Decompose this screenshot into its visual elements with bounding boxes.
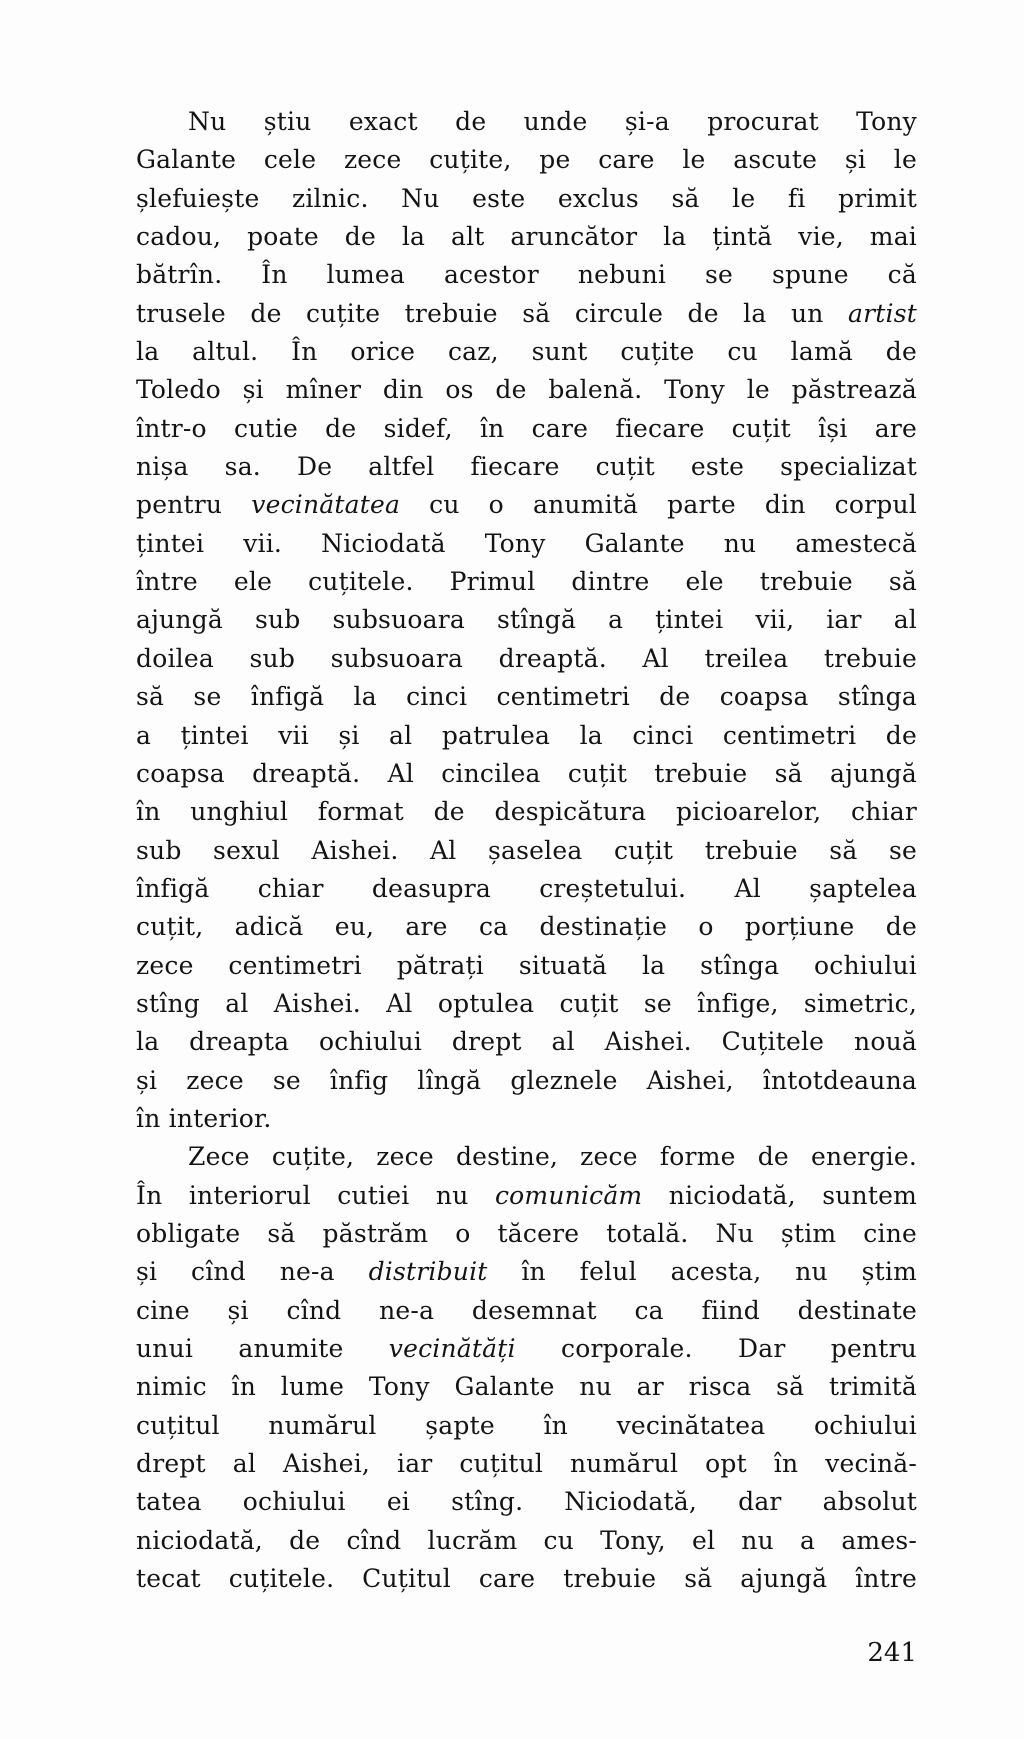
italic-text: vecinătăți bbox=[388, 1334, 516, 1363]
text-run: în unghiul format de despicătura picioarelor, chiar bbox=[136, 797, 917, 827]
text-run: tecat cuțitele. Cuțitul care trebuie să ajungă între bbox=[136, 1564, 917, 1594]
italic-text: comunicăm bbox=[494, 1180, 643, 1210]
text-line bbox=[136, 601, 917, 639]
text-run: cu o anumită parte din corpul bbox=[400, 490, 917, 520]
text-line bbox=[136, 1330, 917, 1368]
text-line bbox=[136, 1445, 917, 1483]
text-run: cuțitul numărul șapte în vecinătatea ochiului bbox=[136, 1410, 917, 1440]
text-run: Toledo și mîner din os de balenă. Tony le păstrează bbox=[136, 375, 917, 405]
text-line bbox=[136, 486, 917, 524]
text-run: să se înfigă la cinci centimetri de coapsa stînga bbox=[136, 682, 917, 712]
text-run: între ele cuțitele. Primul dintre ele trebuie să bbox=[136, 567, 917, 597]
italic-text: artist bbox=[848, 298, 917, 328]
text-run: a țintei vii și al patrulea la cinci centimetri de bbox=[136, 720, 917, 750]
text-line bbox=[136, 1215, 917, 1253]
text-run: tatea ochiului ei stîng. Niciodată, dar absolut bbox=[136, 1487, 917, 1517]
text-line bbox=[136, 410, 917, 448]
text-run: În interiorul cutiei nu bbox=[136, 1180, 495, 1210]
text-run: niciodată, de cînd lucrăm cu Tony, el nu a ames- bbox=[136, 1525, 917, 1555]
text-run: cine și cînd ne-a desemnat ca fiind destinate bbox=[136, 1295, 917, 1325]
text-line bbox=[136, 180, 917, 218]
text-run: drept al Aishei, iar cuțitul numărul opt în vecină- bbox=[136, 1449, 917, 1479]
body-text bbox=[136, 103, 917, 1598]
italic-text: distribuit bbox=[368, 1257, 488, 1287]
text-run: în interior. bbox=[136, 1103, 272, 1133]
text-line bbox=[136, 1560, 917, 1598]
text-run: Galante cele zece cuțite, pe care le ascute și le bbox=[136, 145, 917, 175]
text-run: țintei vii. Niciodată Tony Galante nu amestecă bbox=[136, 528, 917, 558]
text-run: ajungă sub subsuoara stîngă a țintei vii, iar al bbox=[136, 605, 917, 635]
text-run: nișa sa. De altfel fiecare cuțit este specializat bbox=[136, 452, 917, 482]
text-run: și zece se înfig lîngă gleznele Aishei, întotdeauna bbox=[136, 1065, 917, 1095]
text-line bbox=[136, 1253, 917, 1291]
text-run: nimic în lume Tony Galante nu ar risca să trimită bbox=[136, 1372, 917, 1402]
text-line bbox=[136, 870, 917, 908]
text-run: la altul. În orice caz, sunt cuțite cu lamă de bbox=[136, 337, 917, 367]
text-line bbox=[136, 678, 917, 716]
text-run: trusele de cuțite trebuie să circule de la un bbox=[136, 298, 849, 328]
text-line bbox=[136, 947, 917, 985]
text-run: șlefuiește zilnic. Nu este exclus să le fi primit bbox=[136, 183, 917, 213]
text-run: în felul acesta, nu știm bbox=[487, 1257, 917, 1287]
text-run: Nu știu exact de unde și-a procurat Tony bbox=[188, 107, 917, 136]
text-line bbox=[136, 141, 917, 179]
text-line bbox=[136, 985, 917, 1023]
text-run: unui anumite bbox=[136, 1334, 389, 1363]
text-line bbox=[136, 908, 917, 946]
text-line bbox=[136, 832, 917, 870]
text-run: coapsa dreaptă. Al cincilea cuțit trebuie să ajungă bbox=[136, 758, 917, 788]
text-run: Zece cuțite, zece destine, zece forme de energie. bbox=[188, 1142, 917, 1172]
text-line bbox=[136, 295, 917, 333]
text-line bbox=[136, 1023, 917, 1061]
text-run: obligate să păstrăm o tăcere totală. Nu știm cine bbox=[136, 1218, 917, 1248]
text-line bbox=[136, 256, 917, 294]
text-line bbox=[136, 793, 917, 831]
text-line bbox=[136, 1100, 917, 1138]
text-run: doilea sub subsuoara dreaptă. Al treilea trebuie bbox=[136, 643, 917, 673]
text-run: sub sexul Aishei. Al șaselea cuțit trebuie să se bbox=[136, 835, 917, 865]
text-line bbox=[136, 1062, 917, 1100]
text-line bbox=[136, 717, 917, 755]
text-run: zece centimetri pătrați situată la stînga ochiului bbox=[136, 950, 917, 980]
text-run: pentru bbox=[136, 490, 252, 520]
text-line bbox=[136, 1138, 917, 1176]
text-line bbox=[136, 525, 917, 563]
text-line bbox=[136, 218, 917, 256]
text-line bbox=[136, 1407, 917, 1445]
text-line bbox=[136, 103, 917, 141]
italic-text: vecinătatea bbox=[251, 490, 401, 520]
text-run: într-o cutie de sidef, în care fiecare cuțit își are bbox=[136, 413, 917, 443]
text-line bbox=[136, 563, 917, 601]
page-number: 241 bbox=[867, 1638, 917, 1668]
text-line bbox=[136, 371, 917, 409]
text-run: bătrîn. În lumea acestor nebuni se spune că bbox=[136, 260, 917, 290]
text-run: cuțit, adică eu, are ca destinație o porțiune de bbox=[136, 912, 917, 942]
text-line bbox=[136, 1483, 917, 1521]
text-run: înfigă chiar deasupra creștetului. Al șaptelea bbox=[136, 873, 917, 903]
text-run: și cînd ne-a bbox=[136, 1257, 369, 1287]
text-run: niciodată, suntem bbox=[642, 1180, 918, 1210]
text-run: stîng al Aishei. Al optulea cuțit se înfige, simetric, bbox=[136, 988, 917, 1018]
text-line bbox=[136, 755, 917, 793]
text-line bbox=[136, 448, 917, 486]
text-line bbox=[136, 333, 917, 371]
text-line bbox=[136, 1368, 917, 1406]
text-run: la dreapta ochiului drept al Aishei. Cuțitele nouă bbox=[136, 1027, 917, 1057]
text-line bbox=[136, 640, 917, 678]
text-line bbox=[136, 1292, 917, 1330]
text-run: corporale. Dar pentru bbox=[515, 1334, 917, 1363]
text-line bbox=[136, 1177, 917, 1215]
text-run: cadou, poate de la alt aruncător la țintă vie, mai bbox=[136, 222, 917, 252]
text-line bbox=[136, 1522, 917, 1560]
